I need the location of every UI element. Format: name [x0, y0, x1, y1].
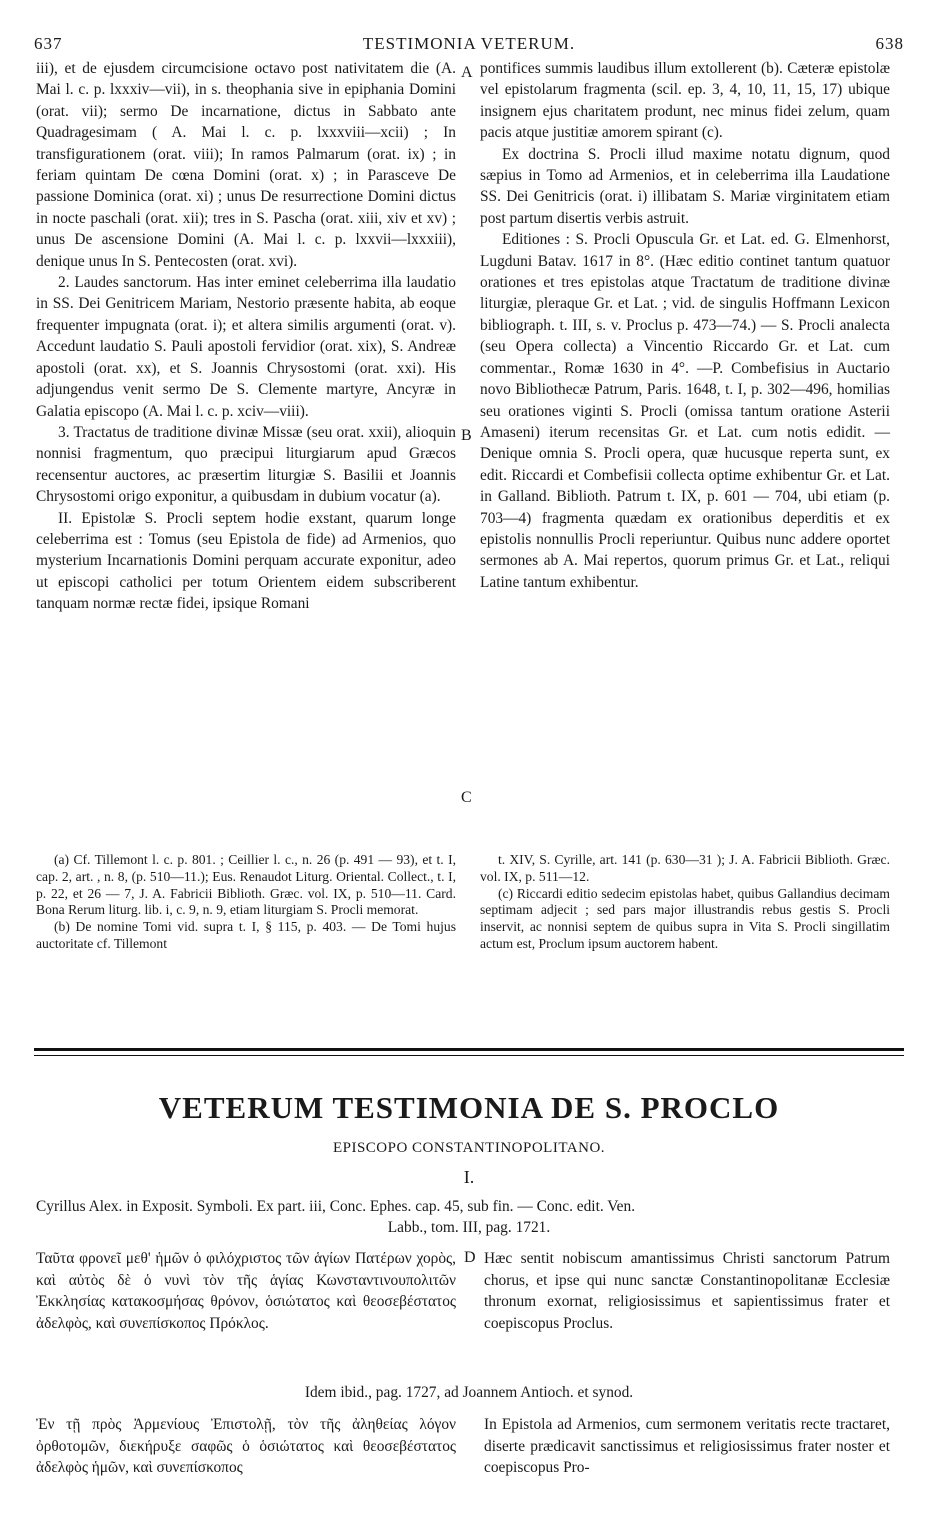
section-number: I.: [463, 1167, 475, 1187]
left-column: [36, 58, 456, 615]
page-number-left: 637: [34, 34, 63, 53]
margin-letter-c: C: [461, 789, 472, 806]
latin-translation: Hæc sentit nobiscum amantissimus Christi sanctorum Patrum chorus, et ipse qui nunc sanctæ Constantinopolitanæ Ecclesiæ thronum exornat, religiosissimus et sapientissimus frater et coepiscopus Proclus.: [484, 1250, 890, 1332]
section-subtitle: EPISCOPO CONSTANTINOPOLITANO.: [332, 1140, 606, 1156]
section-divider-thin: [34, 1055, 904, 1056]
latin-translation: In Epistola ad Armenios, cum sermonem veritatis recte tractaret, diserte prædicavit sanctissimus et religiosissimus frater noster et coepiscopus Pro-: [484, 1416, 890, 1476]
paragraph: iii), et de ejusdem circumcisione octavo post nativitatem die (A. Mai l. c. p. lxxxiv—vii), in s. theophania sive in epiphania Domini (orat. vii); sermo De incarnatione, dictus in Sabbato ante Quadragesimam ( A. Mai l. c. p. lxxxviii—xcii) ; In transfigurationem (orat. viii); In ramos Palmarum (orat. ix) ; in feriam quintam De cœna Domini (orat. x) ; in Parasceve De passione Dominica (orat. xi) ; unus De resurrectione Domini dictus in nocte paschali (orat. xii); tres in S. Pascha (orat. xiii, xiv et xv) ; unus De ascensione Domini (A. Mai l. c. p. lxxvii—lxxxiii), denique unus In S. Pentecosten (orat. xvi).: [36, 60, 456, 270]
citation-heading: Idem ibid., pag. 1727, ad Joannem Antioch. et synod.: [304, 1384, 634, 1401]
citation-heading: Cyrillus Alex. in Exposit. Symboli. Ex part. iii, Conc. Ephes. cap. 45, sub fin. — Conc. edit. Ven.: [36, 1198, 636, 1215]
footnote: (b) De nomine Tomi vid. supra t. I, § 115, p. 403. — De Tomi hujus auctoritate cf. Tillemont: [36, 919, 456, 951]
paragraph: pontifices summis laudibus illum extollerent (b). Cæteræ epistolæ vel epistolarum fragmenta (scil. ep. 3, 4, 10, 11, 15, 17) ubique insignem ejus charitatem produnt, nec minus fidei zelum, quam pacis atque justitiæ amorem spirant (c).: [480, 60, 890, 142]
greek-text: Ἐν τῇ πρὸς Ἀρμενίους Ἐπιστολῇ, τὸν τῆς ἀληθείας λόγον ὀρθοτομῶν, διεκήρυξε σαφῶς ὁ ὁσιώτατος καὶ θεοσεβέστατος ἀδελφὸς ἡμῶν, καὶ συνεπίσκοπος: [36, 1416, 456, 1476]
footnote: t. XIV, S. Cyrille, art. 141 (p. 630—31 ); J. A. Fabricii Biblioth. Græc. vol. IX, p. 511—12.: [480, 852, 890, 884]
paragraph: 2. Laudes sanctorum. Has inter eminet celeberrima illa laudatio in SS. Dei Genitricem Mariam, Nestorio præsente habita, ab eoque frequenter impugnata (orat. i); et altera similis argumenti (orat. v). Accedunt laudatio S. Pauli apostoli fervidior (orat. xix), S. Andreæ apostoli (orat. xx), et S. Joannis Chrysostomi (orat. xxi). His adjungendus venit sermo De S. Clemente martyre, Ancyræ in Galatia episcopo (A. Mai l. c. p. xciv—viii).: [36, 274, 456, 420]
running-title: TESTIMONIA VETERUM.: [362, 34, 576, 53]
right-column: [480, 58, 890, 593]
margin-letter-a: A: [461, 64, 473, 81]
paragraph: Editiones : S. Procli Opuscula Gr. et Lat. ed. G. Elmenhorst, Lugduni Batav. 1617 in 8°. (Hæc editio continet tantum quatuor orationes et tres epistolas atque Tractatum de traditione divinæ liturgiæ, pleraque Gr. et Lat. ; vid. de singulis Hoffmann Lexicon bibliograph. t. III, s. v. Proclus p. 473—74.) — S. Procli analecta (seu Opera collecta) a Vincentio Riccardo Gr. et Lat. cum commentar., Romæ 1630 in 4°. —P. Combefisius in Auctario novo Bibliothecæ Patrum, Paris. 1648, t. I, p. 302—496, homilias seu orationes viginti S. Procli (omissa tantum oratione Asterii Amaseni) iterum recensitas Gr. et Lat. cum notis edidit. — Denique omnia S. Procli opera, quæ hucusque reperta sunt, ex edit. Riccardi et Combefisii collecta optime exhibentur Gr. et Lat. in Galland. Biblioth. Patrum t. IX, p. 601 — 704, ubi etiam (p. 703—4) fragmenta quædam ex orationibus deperditis et ex epistolis nonnullis Procli reperiuntur. Quibus nunc addere oportet sermones ab A. Mai repertos, quorum primus Gr. et Lat., reliqui Latine tantum exhibentur.: [480, 231, 890, 591]
paragraph: 3. Tractatus de traditione divinæ Missæ (seu orat. xxii), alioquin nonnisi fragmentum, quo præcipui liturgiarum apud Græcos recensentur auctores, ac præsertim liturgiæ S. Basilii et Joannis Chrysostomi origo exponitur, a quibusdam in dubium vocatur (a).: [36, 423, 456, 506]
footnote: (c) Riccardi editio sedecim epistolas habet, quibus Gallandius decimam septimam adjecit ; sed pars major illustrandis rebus gestis S. Procli inservit, ac nonnisi septem de quibus supra in Vita S. Procli singillatim actum est, Proclum ipsum auctorem habent.: [480, 885, 890, 951]
margin-letter-d: D: [464, 1249, 476, 1266]
section-divider-thick: [34, 1048, 904, 1051]
section-title: VETERUM TESTIMONIA DE S. PROCLO: [158, 1090, 780, 1125]
greek-text: Ταῦτα φρονεῖ μεθ' ἡμῶν ὁ φιλόχριστος τῶν ἁγίων Πατέρων χορὸς, καὶ αὐτὸς δὲ ὁ νυνὶ τὸν τῆς ἁγίας Κωνσταντινουπολιτῶν Ἐκκλησίας κατακοσμήσας θρόνον, ὁσιώτατος καὶ θεοσεβέστατος ἀδελφὸς, καὶ συνεπίσκοπος Πρόκλος.: [36, 1250, 456, 1332]
paragraph: Ex doctrina S. Procli illud maxime notatu dignum, quod sæpius in Tomo ad Armenios, et in celeberrima illa Laudatione SS. Dei Genitricis (orat. i) illibatam S. Mariæ virginitatem etiam post partum disertis verbis astruit.: [480, 145, 890, 227]
footnotes-left: [36, 852, 456, 953]
footnotes-right: [480, 852, 890, 953]
page-number-right: 638: [875, 34, 904, 53]
running-head: [34, 34, 904, 54]
citation-heading-continued: Labb., tom. III, pag. 1721.: [387, 1219, 551, 1236]
margin-letter-b: B: [461, 427, 472, 444]
footnote: (a) Cf. Tillemont l. c. p. 801. ; Ceillier l. c., n. 26 (p. 491 — 93), et t. I, cap. 2, art. , n. 8, (p. 510—11.); Eus. Renaudot Liturg. Oriental. Collect., t. I, p. 22, et 26 — 7, J. A. Fabricii Biblioth. Græc. vol. IX, p. 510—11. Card. Bona Rerum liturg. lib. i, c. 9, n. 9, etiam liturgiam S. Procli memorat.: [36, 852, 456, 918]
paragraph: II. Epistolæ S. Procli septem hodie exstant, quarum longe celeberrima est : Tomus (seu Epistola de fide) ad Armenios, quo mysterium Incarnationis Domini perquam accurate exponitur, adeo ut episcopi catholici per totum Orientem eidem subscriberent tanquam normæ rectæ fidei, ipsique Romani: [36, 509, 456, 613]
